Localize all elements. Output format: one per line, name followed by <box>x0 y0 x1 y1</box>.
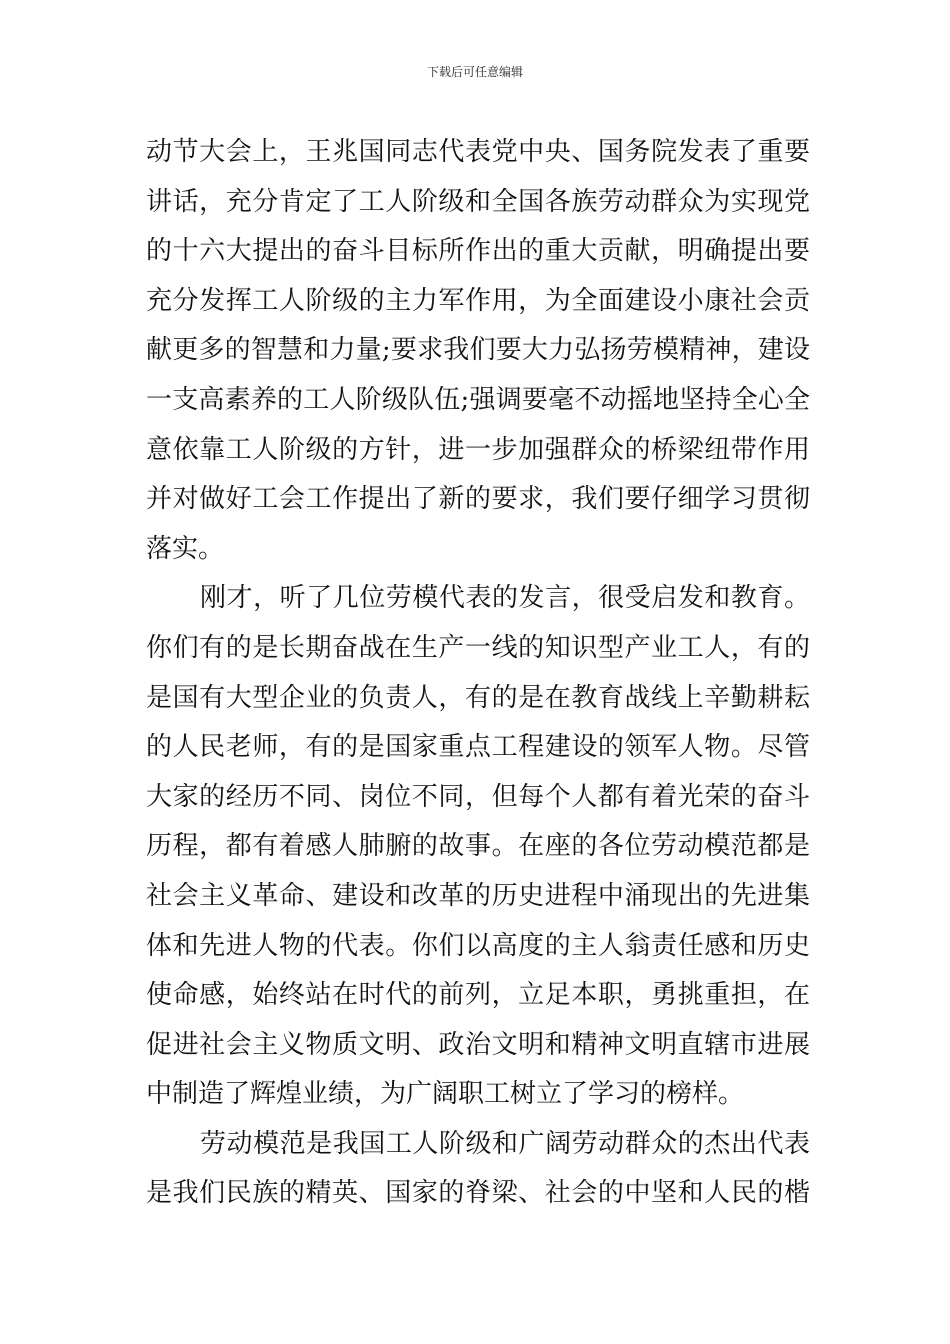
text-line: 讲话，充分肯定了工人阶级和全国各族劳动群众为实现党 <box>146 186 810 217</box>
text-line: 你们有的是长期奋战在生产一线的知识型产业工人，有的 <box>146 632 810 663</box>
page-header: 下载后可任意编辑 <box>426 65 523 79</box>
text-line: 动节大会上，王兆国同志代表党中央、国务院发表了重要 <box>146 137 810 167</box>
text-line: 刚才，听了几位劳模代表的发言，很受启发和教育。 <box>200 583 810 614</box>
text-line: 的人民老师，有的是国家重点工程建设的领军人物。尽管 <box>146 732 810 763</box>
text-line: 社会主义革命、建设和改革的历史进程中涌现出的先进集 <box>146 880 810 911</box>
body-text <box>146 128 810 1219</box>
text-line: 大家的经历不同、岗位不同，但每个人都有着光荣的奋斗 <box>146 781 810 812</box>
text-line: 一支高素养的工人阶级队伍;强调要毫不动摇地坚持全心全 <box>146 384 810 415</box>
text-line: 历程，都有着感人肺腑的故事。在座的各位劳动模范都是 <box>146 831 810 862</box>
text-line: 是国有大型企业的负责人，有的是在教育战线上辛勤耕耘 <box>146 682 810 713</box>
text-line: 意依靠工人阶级的方针，进一步加强群众的桥梁纽带作用 <box>146 434 810 465</box>
text-line: 的十六大提出的奋斗目标所作出的重大贡献，明确提出要 <box>146 236 810 267</box>
text-line: 劳动模范是我国工人阶级和广阔劳动群众的杰出代表 <box>200 1128 810 1159</box>
text-line: 献更多的智慧和力量;要求我们要大力弘扬劳模精神，建设 <box>146 335 810 366</box>
text-line: 落实。 <box>146 533 225 564</box>
text-line: 中制造了辉煌业绩，为广阔职工树立了学习的榜样。 <box>146 1079 745 1110</box>
text-line: 使命感，始终站在时代的前列，立足本职，勇挑重担，在 <box>146 980 810 1011</box>
text-line: 促进社会主义物质文明、政治文明和精神文明直辖市进展 <box>146 1029 810 1060</box>
text-line: 是我们民族的精英、国家的脊梁、社会的中坚和人民的楷 <box>146 1178 810 1209</box>
text-line: 并对做好工会工作提出了新的要求，我们要仔细学习贯彻 <box>146 484 810 515</box>
text-line: 体和先进人物的代表。你们以高度的主人翁责任感和历史 <box>146 930 810 961</box>
text-line: 充分发挥工人阶级的主力军作用，为全面建设小康社会贡 <box>146 285 810 316</box>
